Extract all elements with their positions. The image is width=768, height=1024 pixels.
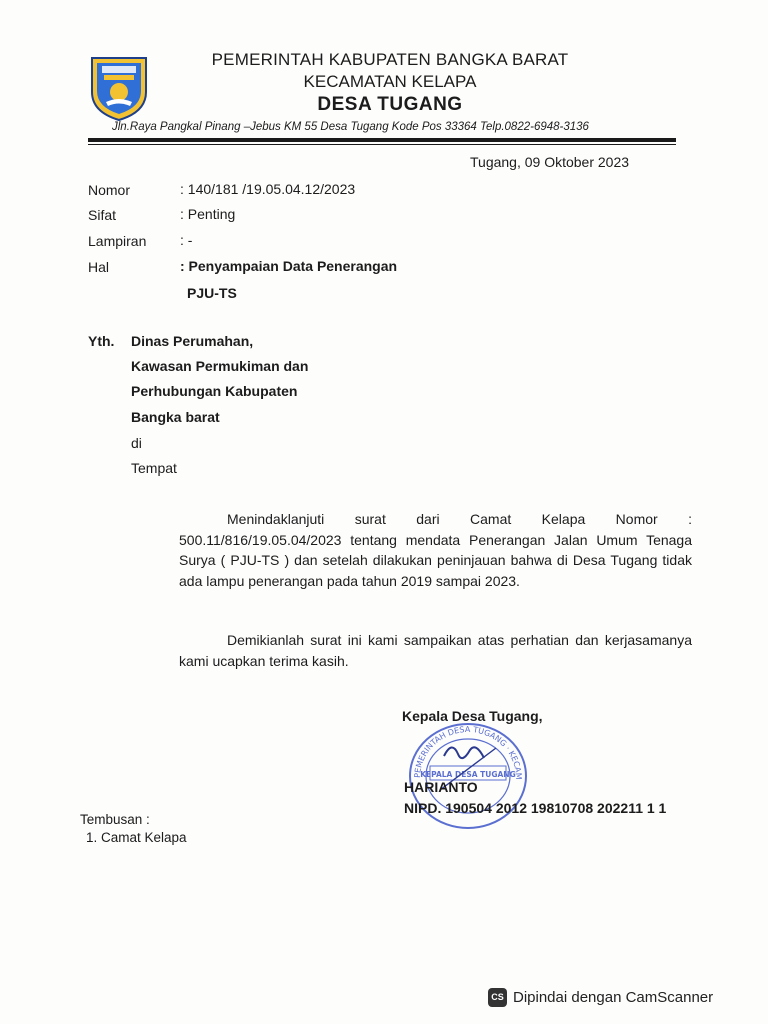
header-divider-thin	[88, 144, 676, 145]
svg-text:PEMERINTAH DESA TUGANG · KECAM: PEMERINTAH DESA TUGANG · KECAM	[412, 724, 524, 780]
letter-date: Tugang, 09 Oktober 2023	[470, 154, 630, 170]
signatory-title: Kepala Desa Tugang,	[402, 708, 543, 724]
header-district: KECAMATAN KELAPA	[303, 72, 477, 91]
sifat-value: : Penting	[180, 206, 236, 222]
header-government: PEMERINTAH KABUPATEN BANGKA BARAT	[211, 50, 569, 69]
regency-logo	[86, 52, 152, 122]
lampiran-value: : -	[180, 232, 193, 248]
signatory-nipd: NIPD. 190504 2012 19810708 202211 1 1	[404, 800, 667, 816]
addressee-line: Perhubungan Kabupaten	[131, 383, 298, 399]
header-address: Jln.Raya Pangkal Pinang –Jebus KM 55 Desa Tugang Kode Pos 33364 Telp.0822-6948-3136	[112, 121, 589, 133]
body-paragraph-2: Demikianlah surat ini kami sampaikan atas perhatian dan kerjasamanya kami ucapkan terima kasih.	[179, 632, 692, 669]
nomor-label: Nomor	[88, 182, 131, 198]
addressee-line: Dinas Perumahan,	[131, 333, 254, 349]
hal-value: : Penyampaian Data Penerangan	[180, 258, 398, 274]
hal-value-cont: PJU-TS	[187, 285, 237, 301]
addressee-line: Kawasan Permukiman dan	[131, 358, 309, 374]
header-divider-thick	[88, 138, 676, 142]
svg-text:KEPALA DESA TUGANG: KEPALA DESA TUGANG	[420, 770, 516, 779]
addressee-line: di	[131, 435, 142, 451]
addressee-line: Tempat	[131, 460, 177, 476]
hal-label: Hal	[88, 259, 110, 275]
camscanner-icon: CS	[488, 988, 507, 1007]
body-paragraph-1: Menindaklanjuti surat dari Camat Kelapa Nomor : 500.11/816/19.05.04/2023 tentang mendata Penerangan Jalan Umum Tenaga Surya ( PJU-TS ) dan setelah dilakukan peninjauan bahwa di Desa Tugang tidak ada lampu penerangan pada tahun 2019 sampai 2023.	[179, 511, 692, 589]
header-village: DESA TUGANG	[317, 94, 463, 115]
camscanner-watermark	[488, 986, 713, 1008]
nomor-value: : 140/181 /19.05.04.12/2023	[180, 181, 356, 197]
tembusan-item: 1. Camat Kelapa	[86, 830, 187, 845]
lampiran-label: Lampiran	[88, 233, 147, 249]
camscanner-label: Dipindai dengan CamScanner	[513, 988, 714, 1006]
addressee-line: Bangka barat	[131, 409, 220, 425]
addressee-salutation: Yth.	[88, 333, 115, 349]
signatory-name: HARIANTO	[404, 779, 478, 795]
tembusan-label: Tembusan :	[80, 812, 150, 827]
sifat-label: Sifat	[88, 207, 117, 223]
